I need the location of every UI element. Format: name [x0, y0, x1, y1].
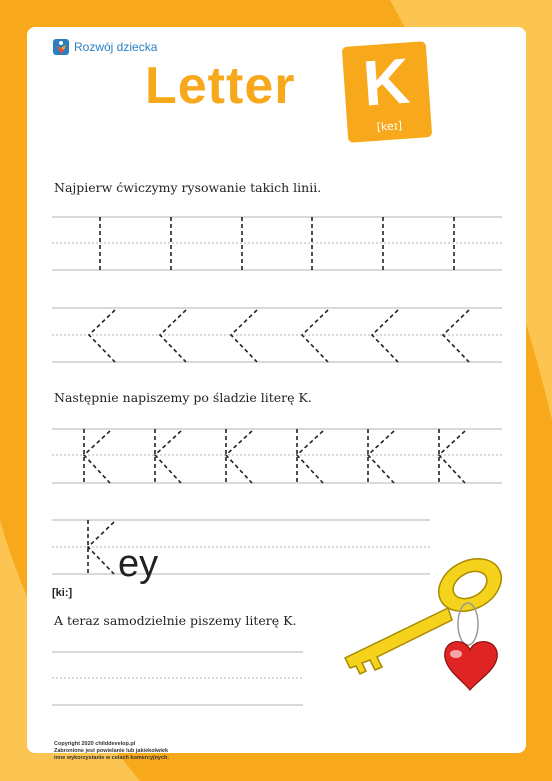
guide-lines-row-1: [52, 217, 502, 270]
angle-stroke-traces: [89, 310, 469, 362]
brand-name: Rozwój dziecka: [74, 40, 158, 54]
copyright-notice-line-3: inne wykorzystanie w celach komercyjnych.: [54, 755, 169, 761]
guide-lines-row-5: [52, 652, 303, 705]
letter-card-letter: K: [360, 44, 412, 120]
page-title: Letter: [145, 57, 296, 115]
lines-instruction: Najpierw ćwiczymy rysowanie takich linii.: [54, 180, 322, 195]
example-pronunciation: [ki:]: [52, 587, 73, 599]
copyright-line: Copyright 2020 childdevelop.pl: [54, 741, 136, 747]
example-word-rest: ey: [118, 543, 159, 585]
guide-lines-row-3: [52, 429, 502, 483]
copyright-footer: [54, 741, 169, 762]
trace-instruction: Następnie napiszemy po śladzie literę K.: [54, 390, 312, 405]
key-illustration: [345, 548, 510, 690]
letter-card-pronunciation: [keɪ]: [376, 119, 403, 134]
copyright-notice-line-2: Zabronione jest powielanie lub jakiekolwiek: [54, 748, 169, 754]
letter-k-traces: [84, 429, 465, 483]
guide-lines-row-2: [52, 308, 502, 362]
vertical-stroke-traces: [100, 217, 454, 270]
free-instruction: A teraz samodzielnie piszemy literę K.: [54, 613, 297, 628]
